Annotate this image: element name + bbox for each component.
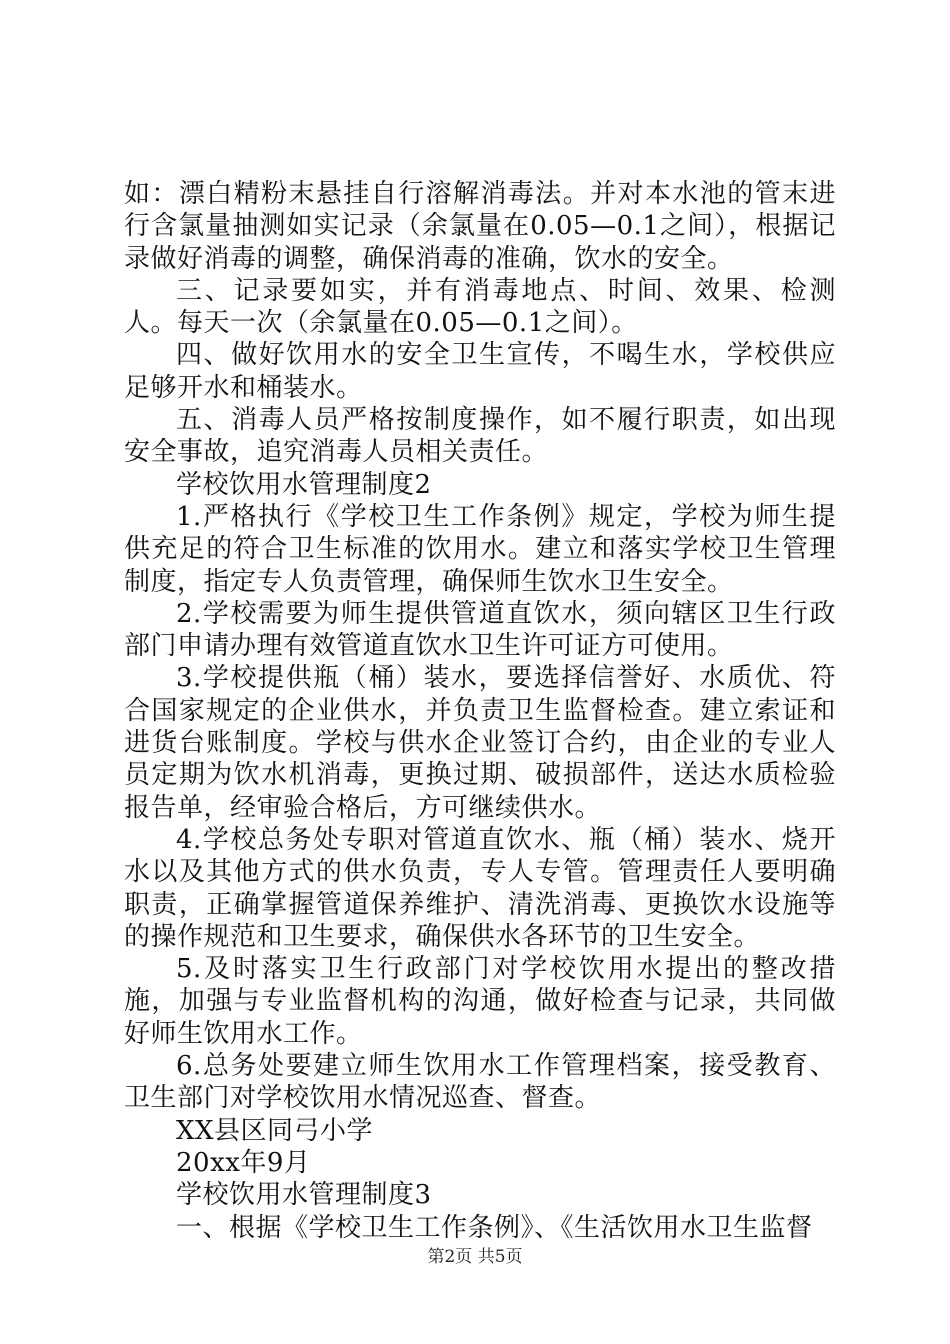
signature-date: 20xx年9月: [176, 1147, 311, 1178]
paragraph-8: 4.学校总务处专职对管道直饮水、瓶（桶）装水、烧开水以及其他方式的供水负责，专人专管。管理责任人要明确职责，正确掌握管道保养维护、清洗消毒、更换饮水设施等的操作规范和卫生要求，确保供水各环节的卫生安全。: [124, 824, 836, 952]
page-footer: 第2页 共5页: [427, 1247, 523, 1267]
paragraph-2: 三、记录要如实，并有消毒地点、时间、效果、检测人。每天一次（余氯量在0.05—0.1之间）。: [124, 275, 836, 339]
paragraph-5: 1.严格执行《学校卫生工作条例》规定，学校为师生提供充足的符合卫生标准的饮用水。建立和落实学校卫生管理制度，指定专人负责管理，确保师生饮水卫生安全。: [124, 501, 836, 597]
paragraph-3: 四、做好饮用水的安全卫生宣传，不喝生水，学校供应足够开水和桶装水。: [124, 340, 836, 403]
paragraph-11: 一、根据《学校卫生工作条例》、《生活饮用水卫生监督: [176, 1212, 813, 1243]
signature-organization: XX县区同弓小学: [176, 1115, 374, 1146]
paragraph-1: 如：漂白精粉末悬挂自行溶解消毒法。并对本水池的管末进行含氯量抽测如实记录（余氯量在0.05—0.1之间），根据记录做好消毒的调整，确保消毒的准确，饮水的安全。: [124, 179, 836, 274]
paragraph-6: 2.学校需要为师生提供管道直饮水，须向辖区卫生行政部门申请办理有效管道直饮水卫生许可证方可使用。: [124, 598, 836, 662]
section-heading-2: 学校饮用水管理制度2: [176, 469, 432, 500]
paragraph-7: 3.学校提供瓶（桶）装水，要选择信誉好、水质优、符合国家规定的企业供水，并负责卫生监督检查。建立索证和进货台账制度。学校与供水企业签订合约，由企业的专业人员定期为饮水机消毒，更换过期、破损部件，送达水质检验报告单，经审验合格后，方可继续供水。: [124, 663, 836, 823]
document-body: [124, 178, 836, 1244]
paragraph-4: 五、消毒人员严格按制度操作，如不履行职责，如出现安全事故，追究消毒人员相关责任。: [124, 405, 836, 468]
section-heading-3: 学校饮用水管理制度3: [176, 1180, 432, 1211]
paragraph-10: 6.总务处要建立师生饮用水工作管理档案，接受教育、卫生部门对学校饮用水情况巡查、督查。: [124, 1051, 836, 1114]
paragraph-9: 5.及时落实卫生行政部门对学校饮用水提出的整改措施，加强与专业监督机构的沟通，做好检查与记录，共同做好师生饮用水工作。: [124, 954, 836, 1049]
